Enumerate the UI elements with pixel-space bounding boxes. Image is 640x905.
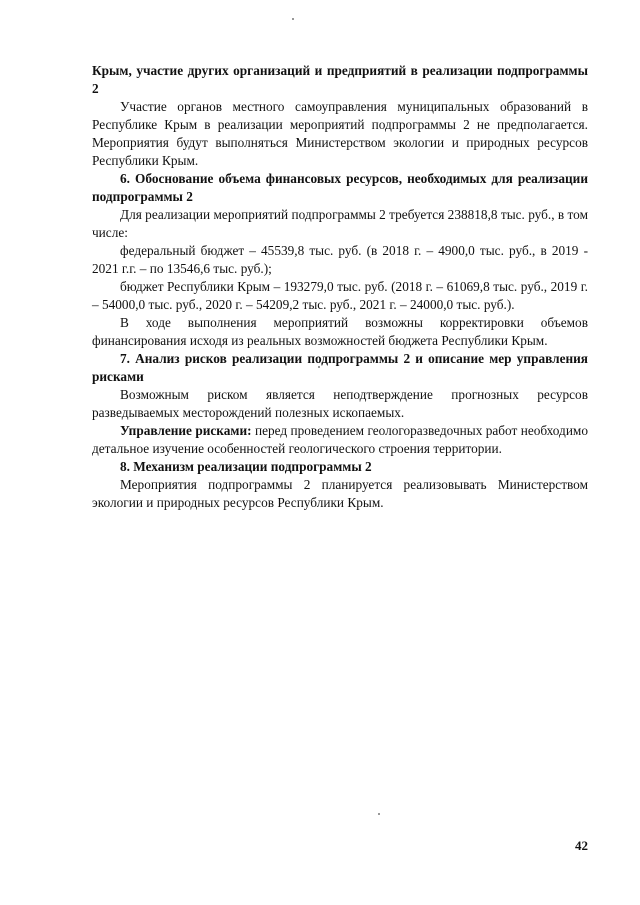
heading-section-6: 6. Обоснование объема финансовых ресурсов, необходимых для реализации подпрограммы 2 xyxy=(92,171,588,204)
paragraph-funding-adjustments: В ходе выполнения мероприятий возможны корректировки объемов финансирования исходя из реальных возможностей бюджета Республики Крым. xyxy=(92,315,588,348)
document-page xyxy=(92,62,588,512)
paragraph-risk: Возможным риском является неподтверждение прогнозных ресурсов разведываемых месторождений полезных ископаемых. xyxy=(92,387,588,420)
risk-management-text: перед проведением геологоразведочных работ необходимо детальное изучение особенностей геологического строения территории. xyxy=(92,423,588,456)
page-number: 42 xyxy=(575,838,588,853)
paragraph-section-5-end: Крым, участие других организаций и предприятий в реализации подпрограммы 2 xyxy=(92,63,588,96)
paragraph-mechanism: Мероприятия подпрограммы 2 планируется реализовывать Министерством экологии и природных ресурсов Республики Крым. xyxy=(92,477,588,510)
scan-speck xyxy=(378,813,380,815)
paragraph-funding-total: Для реализации мероприятий подпрограммы 2 требуется 238818,8 тыс. руб., в том числе: xyxy=(92,207,588,240)
scan-speck xyxy=(292,18,294,20)
heading-section-8: 8. Механизм реализации подпрограммы 2 xyxy=(120,459,372,474)
paragraph-federal-budget: федеральный бюджет – 45539,8 тыс. руб. (в 2018 г. – 4900,0 тыс. руб., в 2019 - 2021 г.г. – по 13546,6 тыс. руб.); xyxy=(92,243,588,276)
paragraph-self-government: Участие органов местного самоуправления муниципальных образований в Республике Крым в реализации мероприятий подпрограммы 2 не предполагается. Мероприятия будут выполняться Министерством экологии и природных ресурсов Республики Крым. xyxy=(92,99,588,168)
risk-management-label: Управление рисками: xyxy=(120,423,252,438)
scan-speck xyxy=(318,366,320,368)
paragraph-regional-budget: бюджет Республики Крым – 193279,0 тыс. руб. (2018 г. – 61069,8 тыс. руб., 2019 г. – 54000,0 тыс. руб., 2020 г. – 54209,2 тыс. руб., 2021 г. – 24000,0 тыс. руб.). xyxy=(92,279,588,312)
paragraph-risk-management xyxy=(92,422,588,458)
heading-section-7: 7. Анализ рисков реализации подпрограммы 2 и описание мер управления рисками xyxy=(92,351,588,384)
